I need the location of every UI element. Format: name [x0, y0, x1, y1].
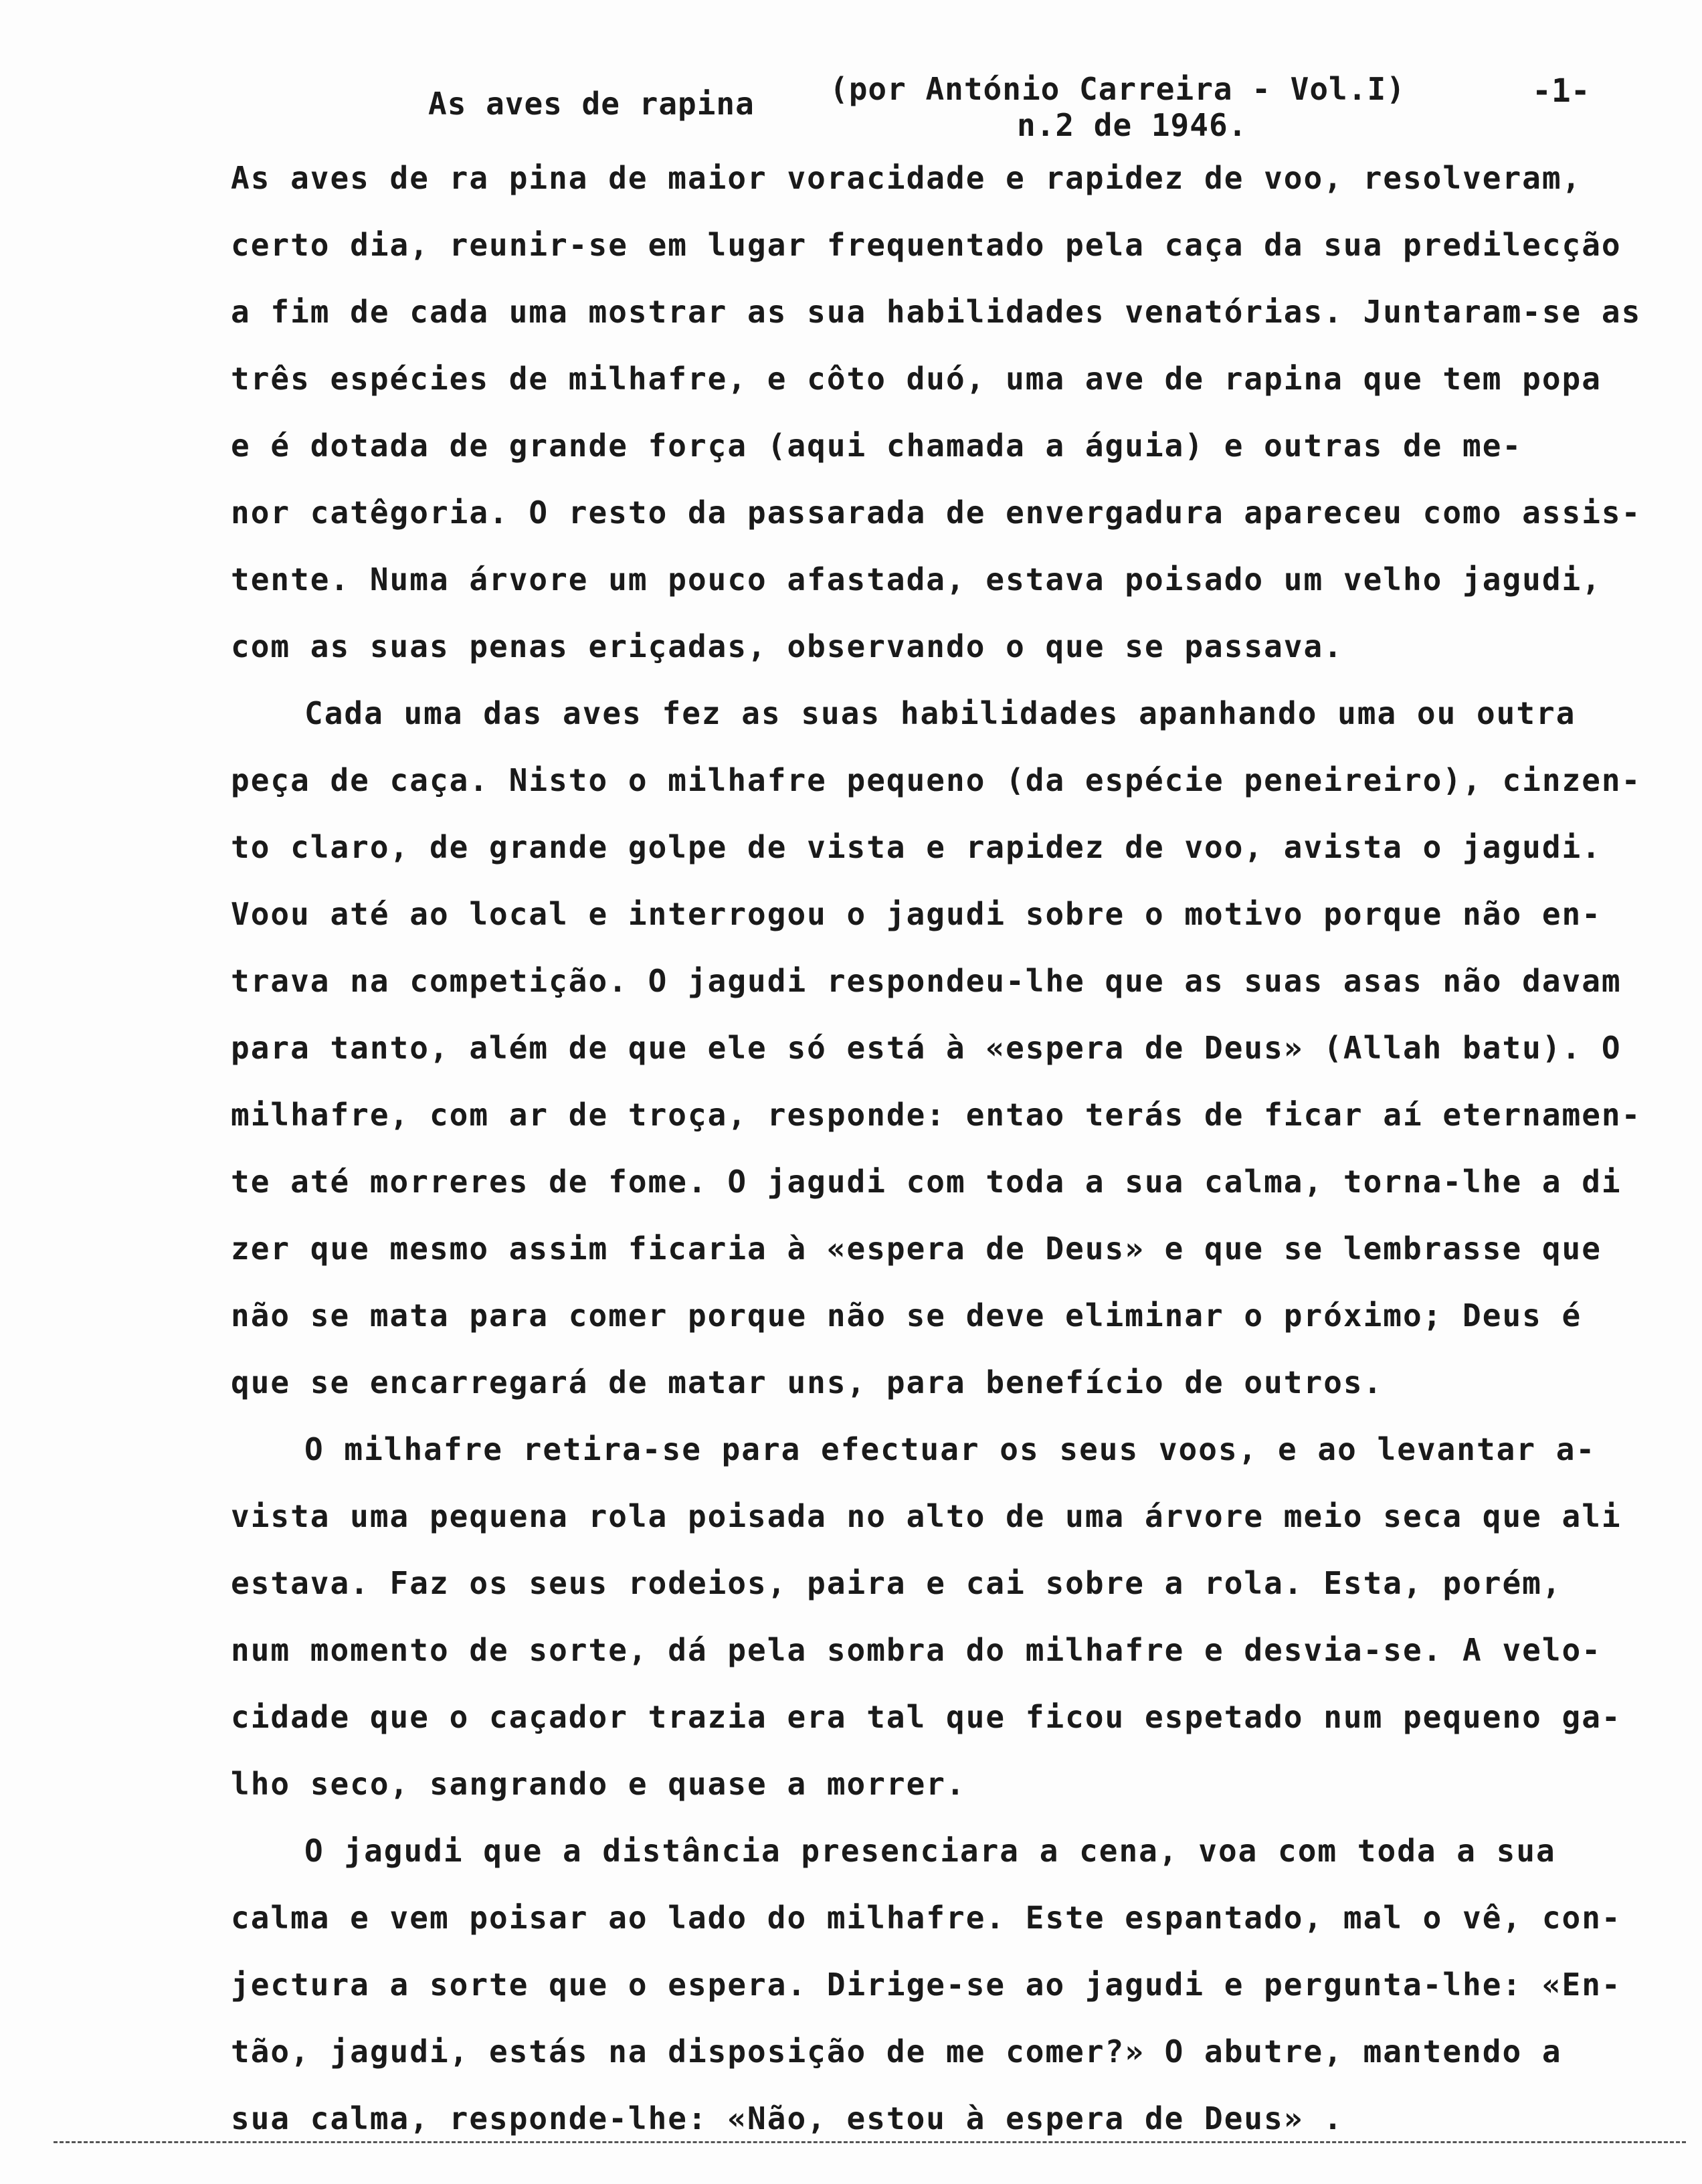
text-line: O jagudi que a distância presenciara a cena, voa com toda a sua — [304, 1833, 1556, 1869]
text-line: para tanto, além de que ele só está à «espera de Deus» (Allah batu). O — [231, 1030, 1622, 1066]
text-line: certo dia, reunir-se em lugar frequentado pela caça da sua predilecção — [231, 227, 1622, 263]
text-line: tente. Numa árvore um pouco afastada, estava poisado um velho jagudi, — [231, 561, 1602, 598]
text-line: O milhafre retira-se para efectuar os seus voos, e ao levantar a- — [304, 1431, 1596, 1467]
text-line: milhafre, com ar de troça, responde: entao terás de ficar aí eternamen- — [231, 1097, 1642, 1133]
paragraph-2 — [231, 680, 1656, 1416]
issue-date: n.2 de 1946. — [1017, 107, 1248, 143]
text-line: não se mata para comer porque não se deve eliminar o próximo; Deus é — [231, 1297, 1582, 1334]
text-line: Voou até ao local e interrogou o jagudi sobre o motivo porque não en- — [231, 896, 1602, 932]
text-line: nor catêgoria. O resto da passarada de envergadura apareceu como assis- — [231, 494, 1642, 531]
text-line: a fim de cada uma mostrar as sua habilidades venatórias. Juntaram-se as — [231, 294, 1642, 330]
text-line: As aves de ra pina de maior voracidade e rapidez de voo, resolveram, — [231, 160, 1582, 196]
text-line: cidade que o caçador trazia era tal que ficou espetado num pequeno ga- — [231, 1699, 1622, 1735]
text-line: Cada uma das aves fez as suas habilidades apanhando uma ou outra — [304, 695, 1576, 731]
paragraph-3 — [231, 1416, 1656, 1817]
body-text — [231, 145, 1656, 2152]
text-line: e é dotada de grande força (aqui chamada a águia) e outras de me- — [231, 428, 1523, 464]
text-line: sua calma, responde-lhe: «Não, estou à espera de Deus» . — [231, 2100, 1343, 2136]
text-line: zer que mesmo assim ficaria à «espera de Deus» e que se lembrasse que — [231, 1231, 1602, 1267]
text-line: que se encarregará de matar uns, para benefício de outros. — [231, 1364, 1384, 1400]
page-number: -1- — [1532, 72, 1590, 110]
paragraph-1 — [231, 145, 1656, 680]
text-line: to claro, de grande golpe de vista e rapidez de voo, avista o jagudi. — [231, 829, 1602, 865]
text-line: num momento de sorte, dá pela sombra do milhafre e desvia-se. A velo- — [231, 1632, 1602, 1668]
bottom-rule — [54, 2141, 1686, 2143]
text-line: calma e vem poisar ao lado do milhafre. Este espantado, mal o vê, con- — [231, 1900, 1622, 1936]
text-line: trava na competição. O jagudi respondeu-lhe que as suas asas não davam — [231, 963, 1622, 999]
text-line: estava. Faz os seus rodeios, paira e cai sobre a rola. Esta, porém, — [231, 1565, 1562, 1601]
text-line: com as suas penas eriçadas, observando o que se passava. — [231, 628, 1343, 664]
text-line: três espécies de milhafre, e côto duó, uma ave de rapina que tem popa — [231, 361, 1602, 397]
text-line: vista uma pequena rola poisada no alto de uma árvore meio seca que ali — [231, 1498, 1622, 1534]
text-line: tão, jagudi, estás na disposição de me comer?» O abutre, mantendo a — [231, 2033, 1562, 2070]
author-volume: (por António Carreira - Vol.I) — [830, 71, 1406, 107]
text-line: jectura a sorte que o espera. Dirige-se ao jagudi e pergunta-lhe: «En- — [231, 1967, 1622, 2003]
page-header — [0, 67, 1702, 154]
document-title: As aves de rapina — [428, 86, 755, 122]
text-line: te até morreres de fome. O jagudi com toda a sua calma, torna-lhe a di — [231, 1164, 1622, 1200]
text-line: lho seco, sangrando e quase a morrer. — [231, 1766, 966, 1802]
paragraph-4 — [231, 1817, 1656, 2152]
text-line: peça de caça. Nisto o milhafre pequeno (da espécie peneireiro), cinzen- — [231, 762, 1642, 798]
